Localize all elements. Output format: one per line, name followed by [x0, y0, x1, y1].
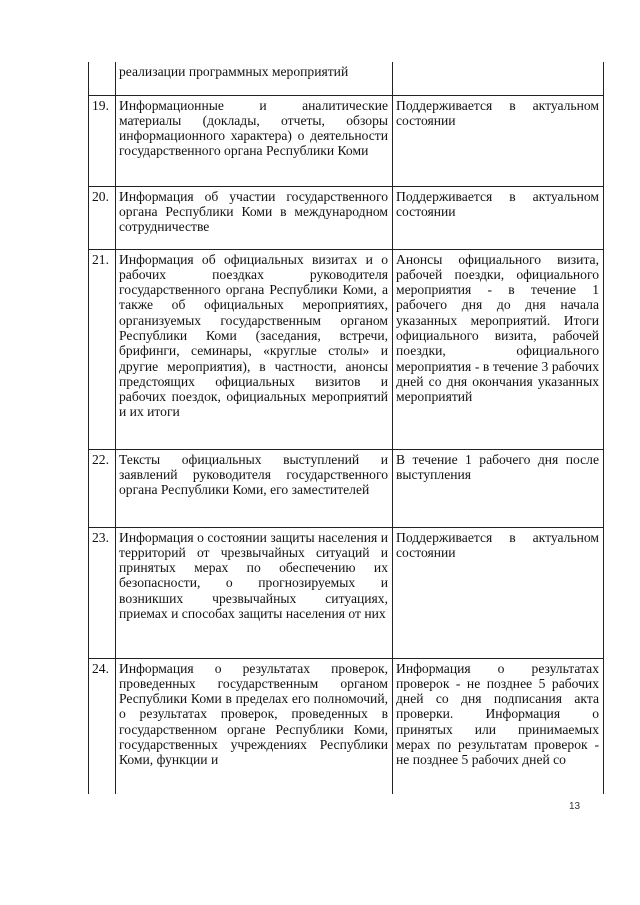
- table-row: [89, 449, 604, 527]
- table-row: [89, 249, 604, 449]
- row-number: 21.: [89, 249, 116, 449]
- info-cell: Информация об официальных визитах и о рабочих поездках руководителя государственного органа Республики Коми, а также об официальных мероприятиях, организуемых государственным органом Республики Коми (заседания, встречи, брифинги, семинары, «круглые столы» и другие мероприятия), в частности, анонсы предстоящих официальных визитов и рабочих поездок, официальных мероприятий и их итоги: [116, 249, 393, 449]
- table-row: [89, 62, 604, 95]
- row-number: 23.: [89, 527, 116, 658]
- row-number: 20.: [89, 186, 116, 249]
- info-cell: Информационные и аналитические материалы (доклады, отчеты, обзоры информационного характера) о деятельности государственного органа Республики Коми: [116, 95, 393, 186]
- term-cell: Информация о результатах проверок - не позднее 5 рабочих дней со дня подписания акта проверки. Информация о принятых или принимаемых мерах по результатам проверок - не позднее 5 рабочих дней со: [393, 658, 604, 794]
- info-cell: Информация о результатах проверок, проведенных государственным органом Республики Коми в пределах его полномочий, о результатах проверок, проведенных в государственном органе Республики Коми, государственных учреждениях Республики Коми, функции и: [116, 658, 393, 794]
- info-cell: Информация о состоянии защиты населения и территорий от чрезвычайных ситуаций и принятых мерах по обеспечению их безопасности, о прогнозируемых и возникших чрезвычайных ситуациях, приемах и способах защиты населения от них: [116, 527, 393, 658]
- info-cell: Информация об участии государственного органа Республики Коми в международном сотрудничестве: [116, 186, 393, 249]
- info-cell: реализации программных мероприятий: [116, 62, 393, 95]
- table-row: [89, 95, 604, 186]
- row-number: [89, 62, 116, 95]
- row-number: 24.: [89, 658, 116, 794]
- table-row: [89, 658, 604, 794]
- term-cell: В течение 1 рабочего дня после выступления: [393, 449, 604, 527]
- term-cell: Поддерживается в актуальном состоянии: [393, 527, 604, 658]
- term-cell: Поддерживается в актуальном состоянии: [393, 186, 604, 249]
- term-cell: Анонсы официального визита, рабочей поездки, официального мероприятия - в течение 1 рабочего дня до дня начала указанных мероприятий. Итоги официального визита, рабочей поездки, официального мероприятия - в течение 3 рабочих дней со дня окончания указанных мероприятий: [393, 249, 604, 449]
- document-table: [88, 62, 604, 794]
- info-cell: Тексты официальных выступлений и заявлений руководителя государственного органа Республики Коми, его заместителей: [116, 449, 393, 527]
- row-number: 19.: [89, 95, 116, 186]
- table-row: [89, 527, 604, 658]
- table-row: [89, 186, 604, 249]
- row-number: 22.: [89, 449, 116, 527]
- term-cell: Поддерживается в актуальном состоянии: [393, 95, 604, 186]
- term-cell: [393, 62, 604, 95]
- page-number: 13: [569, 801, 581, 812]
